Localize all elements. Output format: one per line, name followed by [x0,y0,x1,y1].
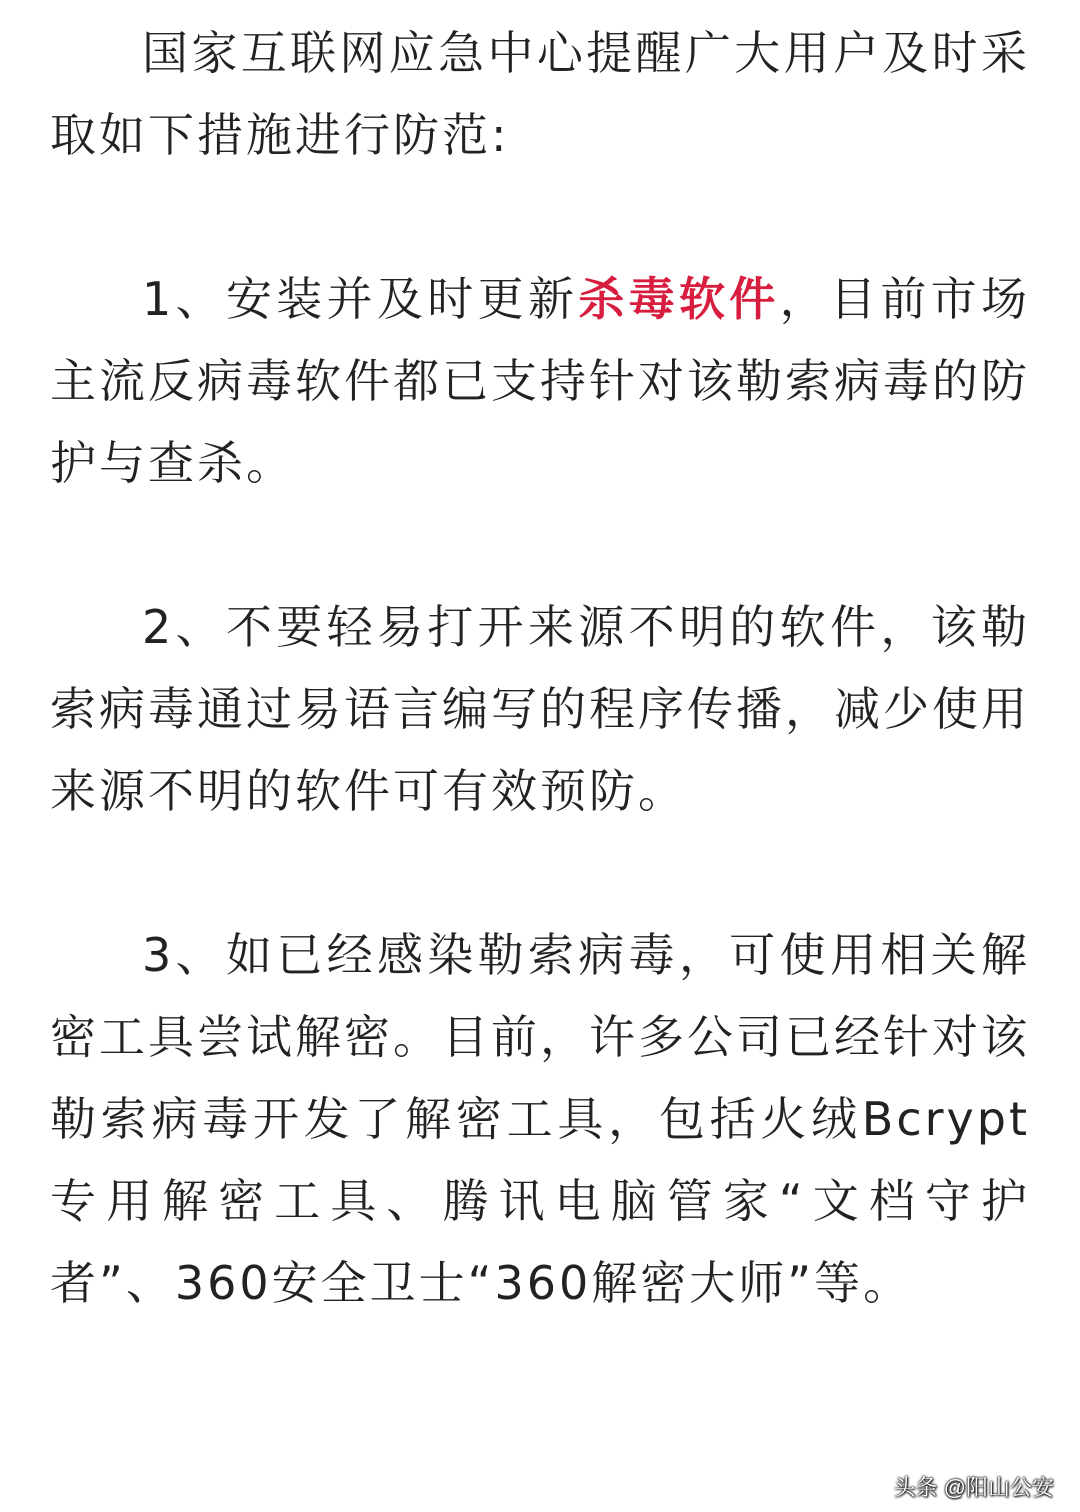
source-watermark: 头条 @阳山公安 [893,1475,1054,1500]
measure-3-paragraph: 3、如已经感染勒索病毒，可使用相关解密工具尝试解密。目前，许多公司已经针对该勒索病毒开发了解密工具，包括火绒Bcrypt专用解密工具、腾讯电脑管家“文档守护者”、360安全卫士“360解密大师”等。 [50,928,1030,1310]
paragraph-spacer [50,504,1030,586]
measure-1-paragraph [50,258,1030,504]
measure-2-paragraph: 2、不要轻易打开来源不明的软件，该勒索病毒通过易语言编写的程序传播，减少使用来源不明的软件可有效预防。 [50,600,1030,818]
measure-1-text-after: ，目前市场主流反病毒软件都已支持针对该勒索病毒的防护与查杀。 [50,272,1031,490]
intro-paragraph: 国家互联网应急中心提醒广大用户及时采取如下措施进行防范: [50,26,1030,162]
antivirus-highlight: 杀毒软件 [578,272,780,326]
paragraph-spacer [50,832,1030,914]
article-body [50,12,1030,1324]
measure-1-text-before: 1、安装并及时更新 [142,272,579,326]
paragraph-spacer [50,176,1030,258]
